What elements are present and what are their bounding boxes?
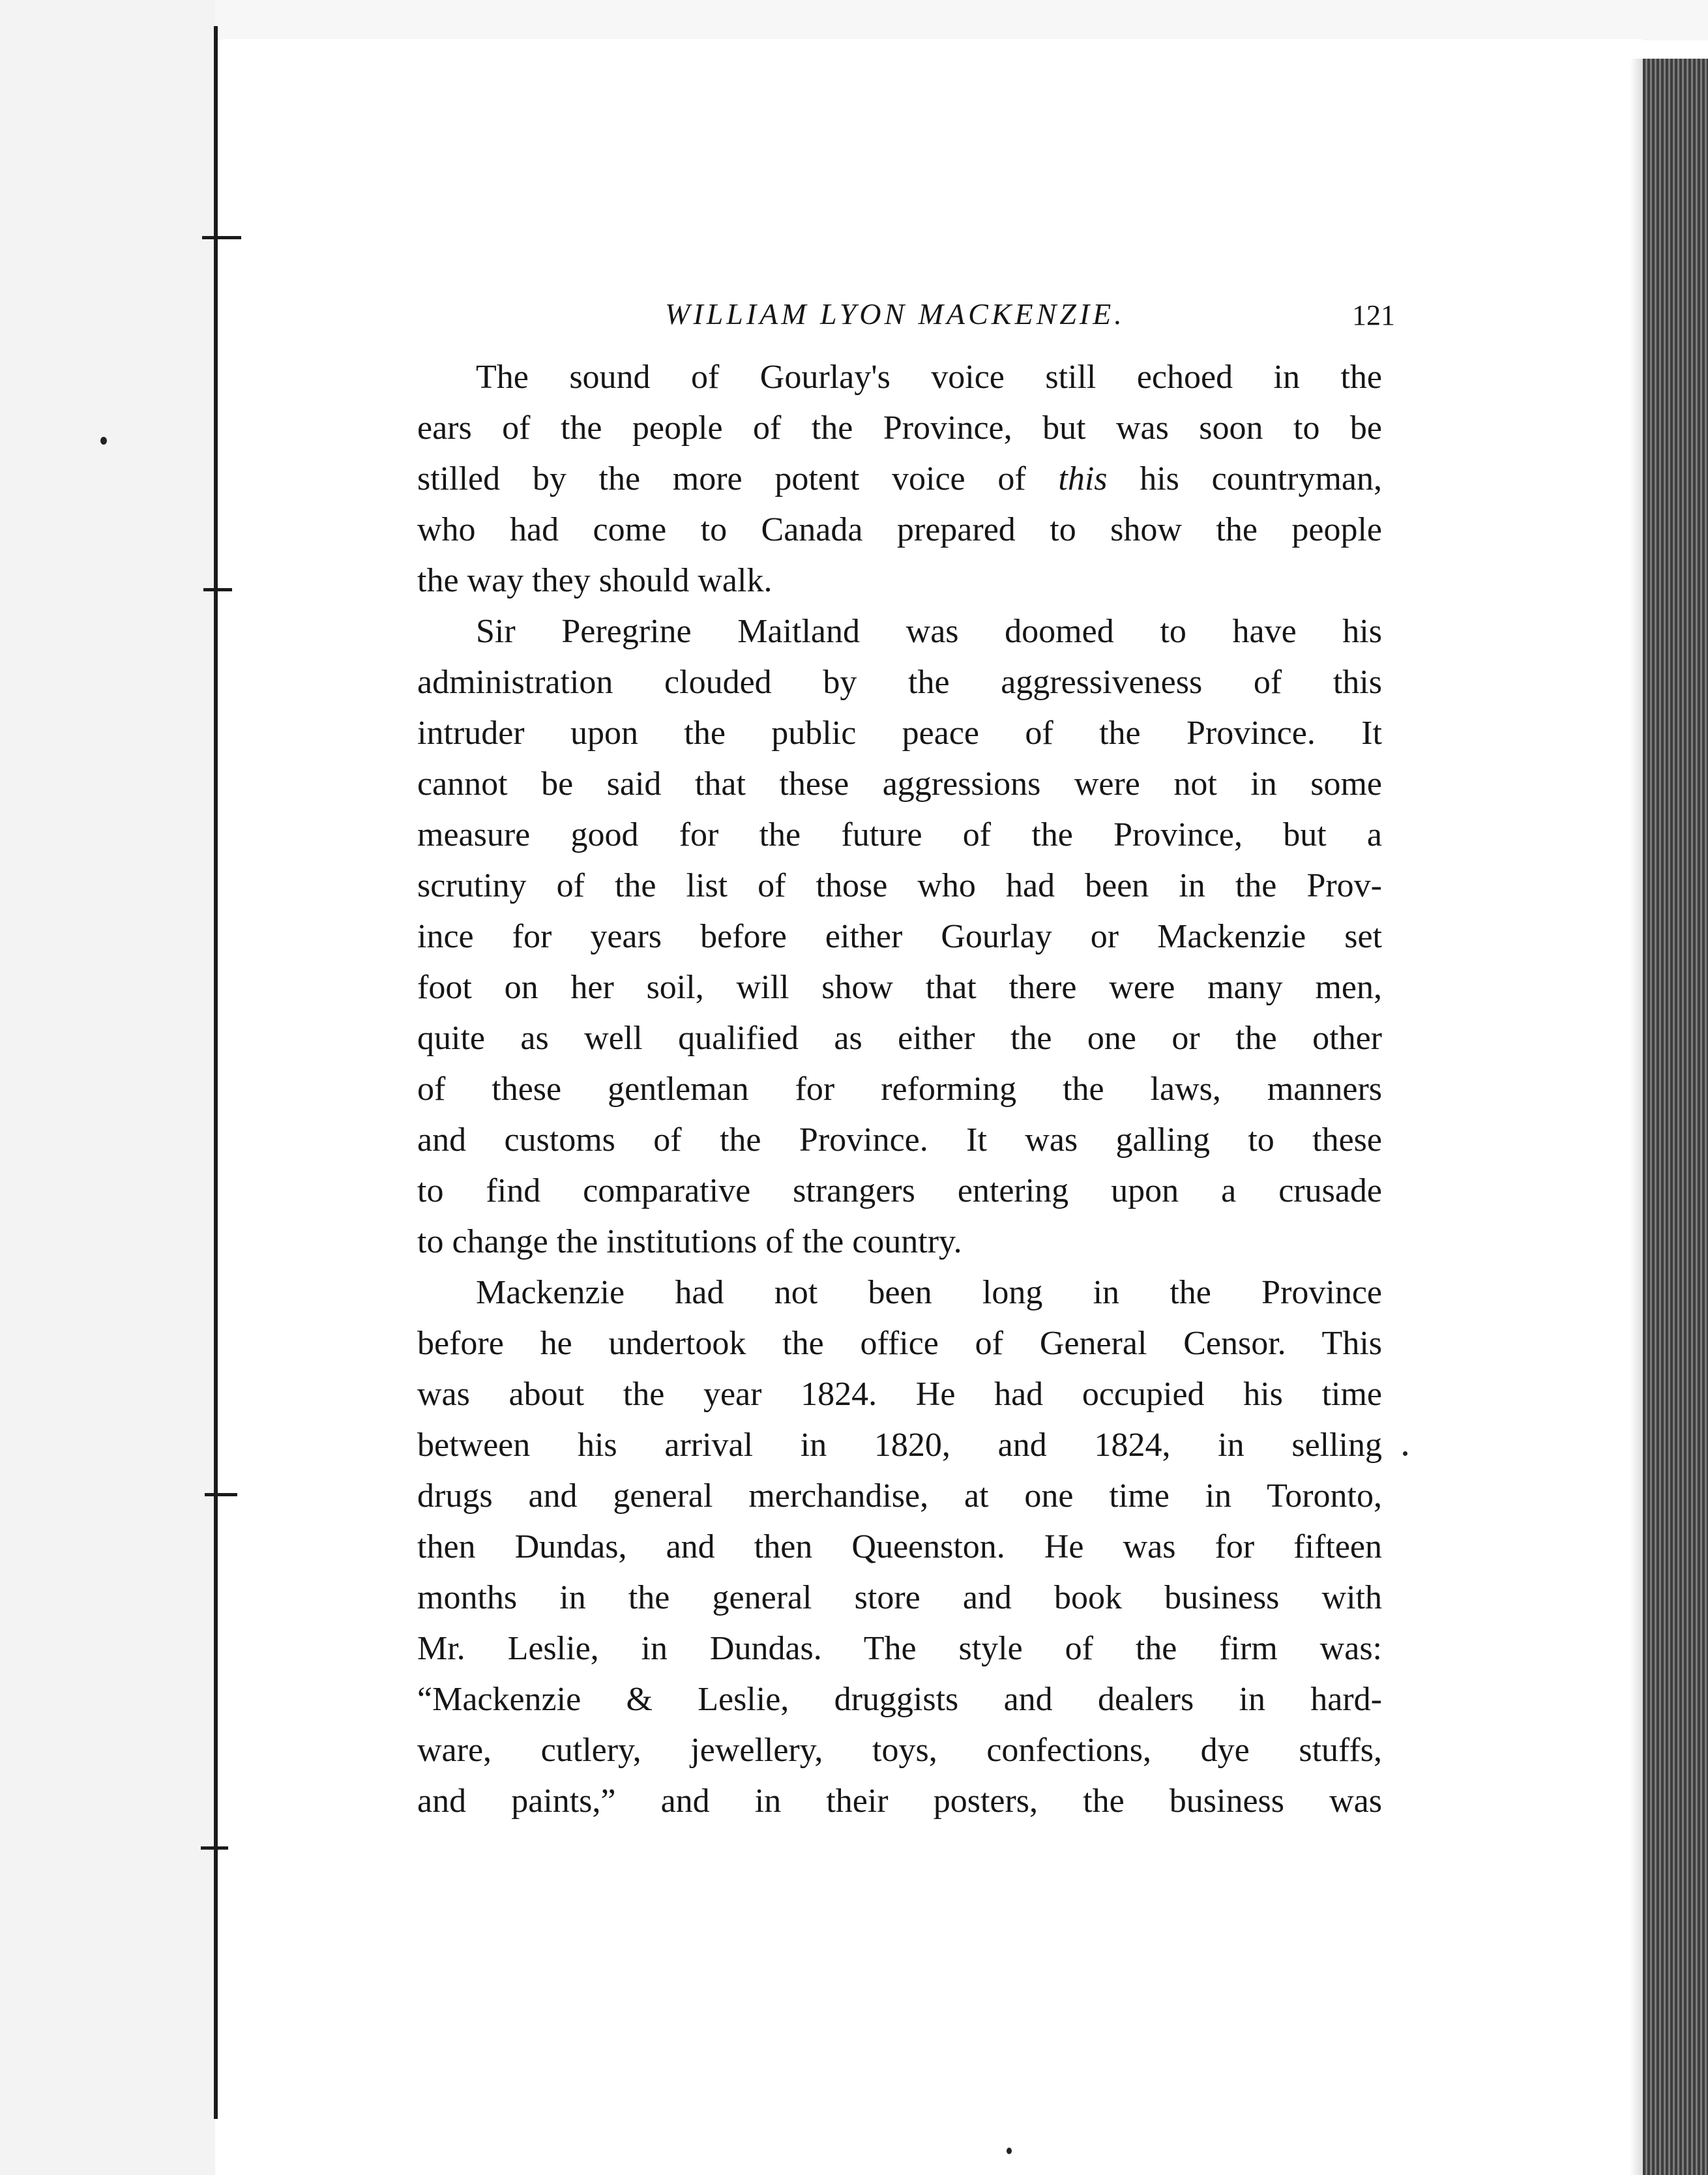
text-line: and paints,” and in their posters, the business was: [417, 1783, 1382, 1820]
text-line: months in the general store and book business with: [417, 1579, 1382, 1616]
text-line: and customs of the Province. It was galling to these: [417, 1121, 1382, 1159]
text-line: intruder upon the public peace of the Province. It: [417, 715, 1382, 752]
text-line-with-italic: [417, 454, 1382, 505]
text-line: before he undertook the office of General Censor. This: [417, 1325, 1382, 1362]
scan-speck: [100, 437, 107, 445]
text-line: scrutiny of the list of those who had been in the Prov-: [417, 867, 1382, 904]
text-line: administration clouded by the aggressiveness of this: [417, 664, 1382, 701]
scan-top-margin: [215, 0, 1708, 40]
text-line: ears of the people of the Province, but was soon to be: [417, 409, 1382, 447]
binding-stitch: [201, 1846, 228, 1850]
text-line: The sound of Gourlay's voice still echoed in the: [476, 359, 1382, 396]
binding-stitch: [202, 236, 241, 239]
paragraph: [417, 352, 1382, 606]
text-line: “Mackenzie & Leslie, druggists and dealers in hard-: [417, 1681, 1382, 1718]
text-line: foot on her soil, will show that there were many men,: [417, 969, 1382, 1006]
scan-speck: [1403, 1451, 1407, 1456]
text-line: who had come to Canada prepared to show the people: [417, 511, 1382, 548]
binding-line: [214, 26, 218, 2119]
text-line: of these gentleman for reforming the laws, manners: [417, 1071, 1382, 1108]
paragraph: [417, 1267, 1382, 1827]
text-line: drugs and general merchandise, at one time in Toronto,: [417, 1477, 1382, 1515]
text-line: ince for years before either Gourlay or Mackenzie set: [417, 918, 1382, 955]
binding-stitch: [203, 588, 232, 591]
text-line: to find comparative strangers entering upon a crusade: [417, 1172, 1382, 1209]
text-line: Sir Peregrine Maitland was doomed to have his: [476, 613, 1382, 650]
italic-word: this: [1058, 460, 1108, 497]
scan-speck: [1007, 2148, 1012, 2154]
text-line: then Dundas, and then Queenston. He was for fifteen: [417, 1528, 1382, 1565]
text-line: measure good for the future of the Province, but a: [417, 816, 1382, 853]
paragraph: [417, 606, 1382, 1267]
text-line: between his arrival in 1820, and 1824, in selling: [417, 1427, 1382, 1464]
text-segment: his countryman,: [1140, 460, 1383, 497]
text-line: was about the year 1824. He had occupied his time: [417, 1376, 1382, 1413]
page-gutter-shadow: [1630, 59, 1644, 2175]
text-line: Mackenzie had not been long in the Province: [476, 1274, 1382, 1311]
book-fore-edge: [1643, 59, 1708, 2175]
running-head: WILLIAM LYON MACKENZIE.: [665, 297, 1125, 331]
text-line: cannot be said that these aggressions were not in some: [417, 765, 1382, 803]
body-text: [417, 352, 1382, 1827]
facing-page-edge: [0, 0, 215, 2175]
text-segment: stilled by the more potent voice of: [417, 460, 1026, 497]
text-line: ware, cutlery, jewellery, toys, confections, dye stuffs,: [417, 1732, 1382, 1769]
text-line: the way they should walk.: [417, 562, 773, 599]
binding-stitch: [205, 1493, 237, 1496]
page-number: 121: [1352, 299, 1395, 331]
text-line: Mr. Leslie, in Dundas. The style of the firm was:: [417, 1630, 1382, 1667]
text-line: quite as well qualified as either the one or the other: [417, 1020, 1382, 1057]
text-line: to change the institutions of the country.: [417, 1223, 962, 1260]
